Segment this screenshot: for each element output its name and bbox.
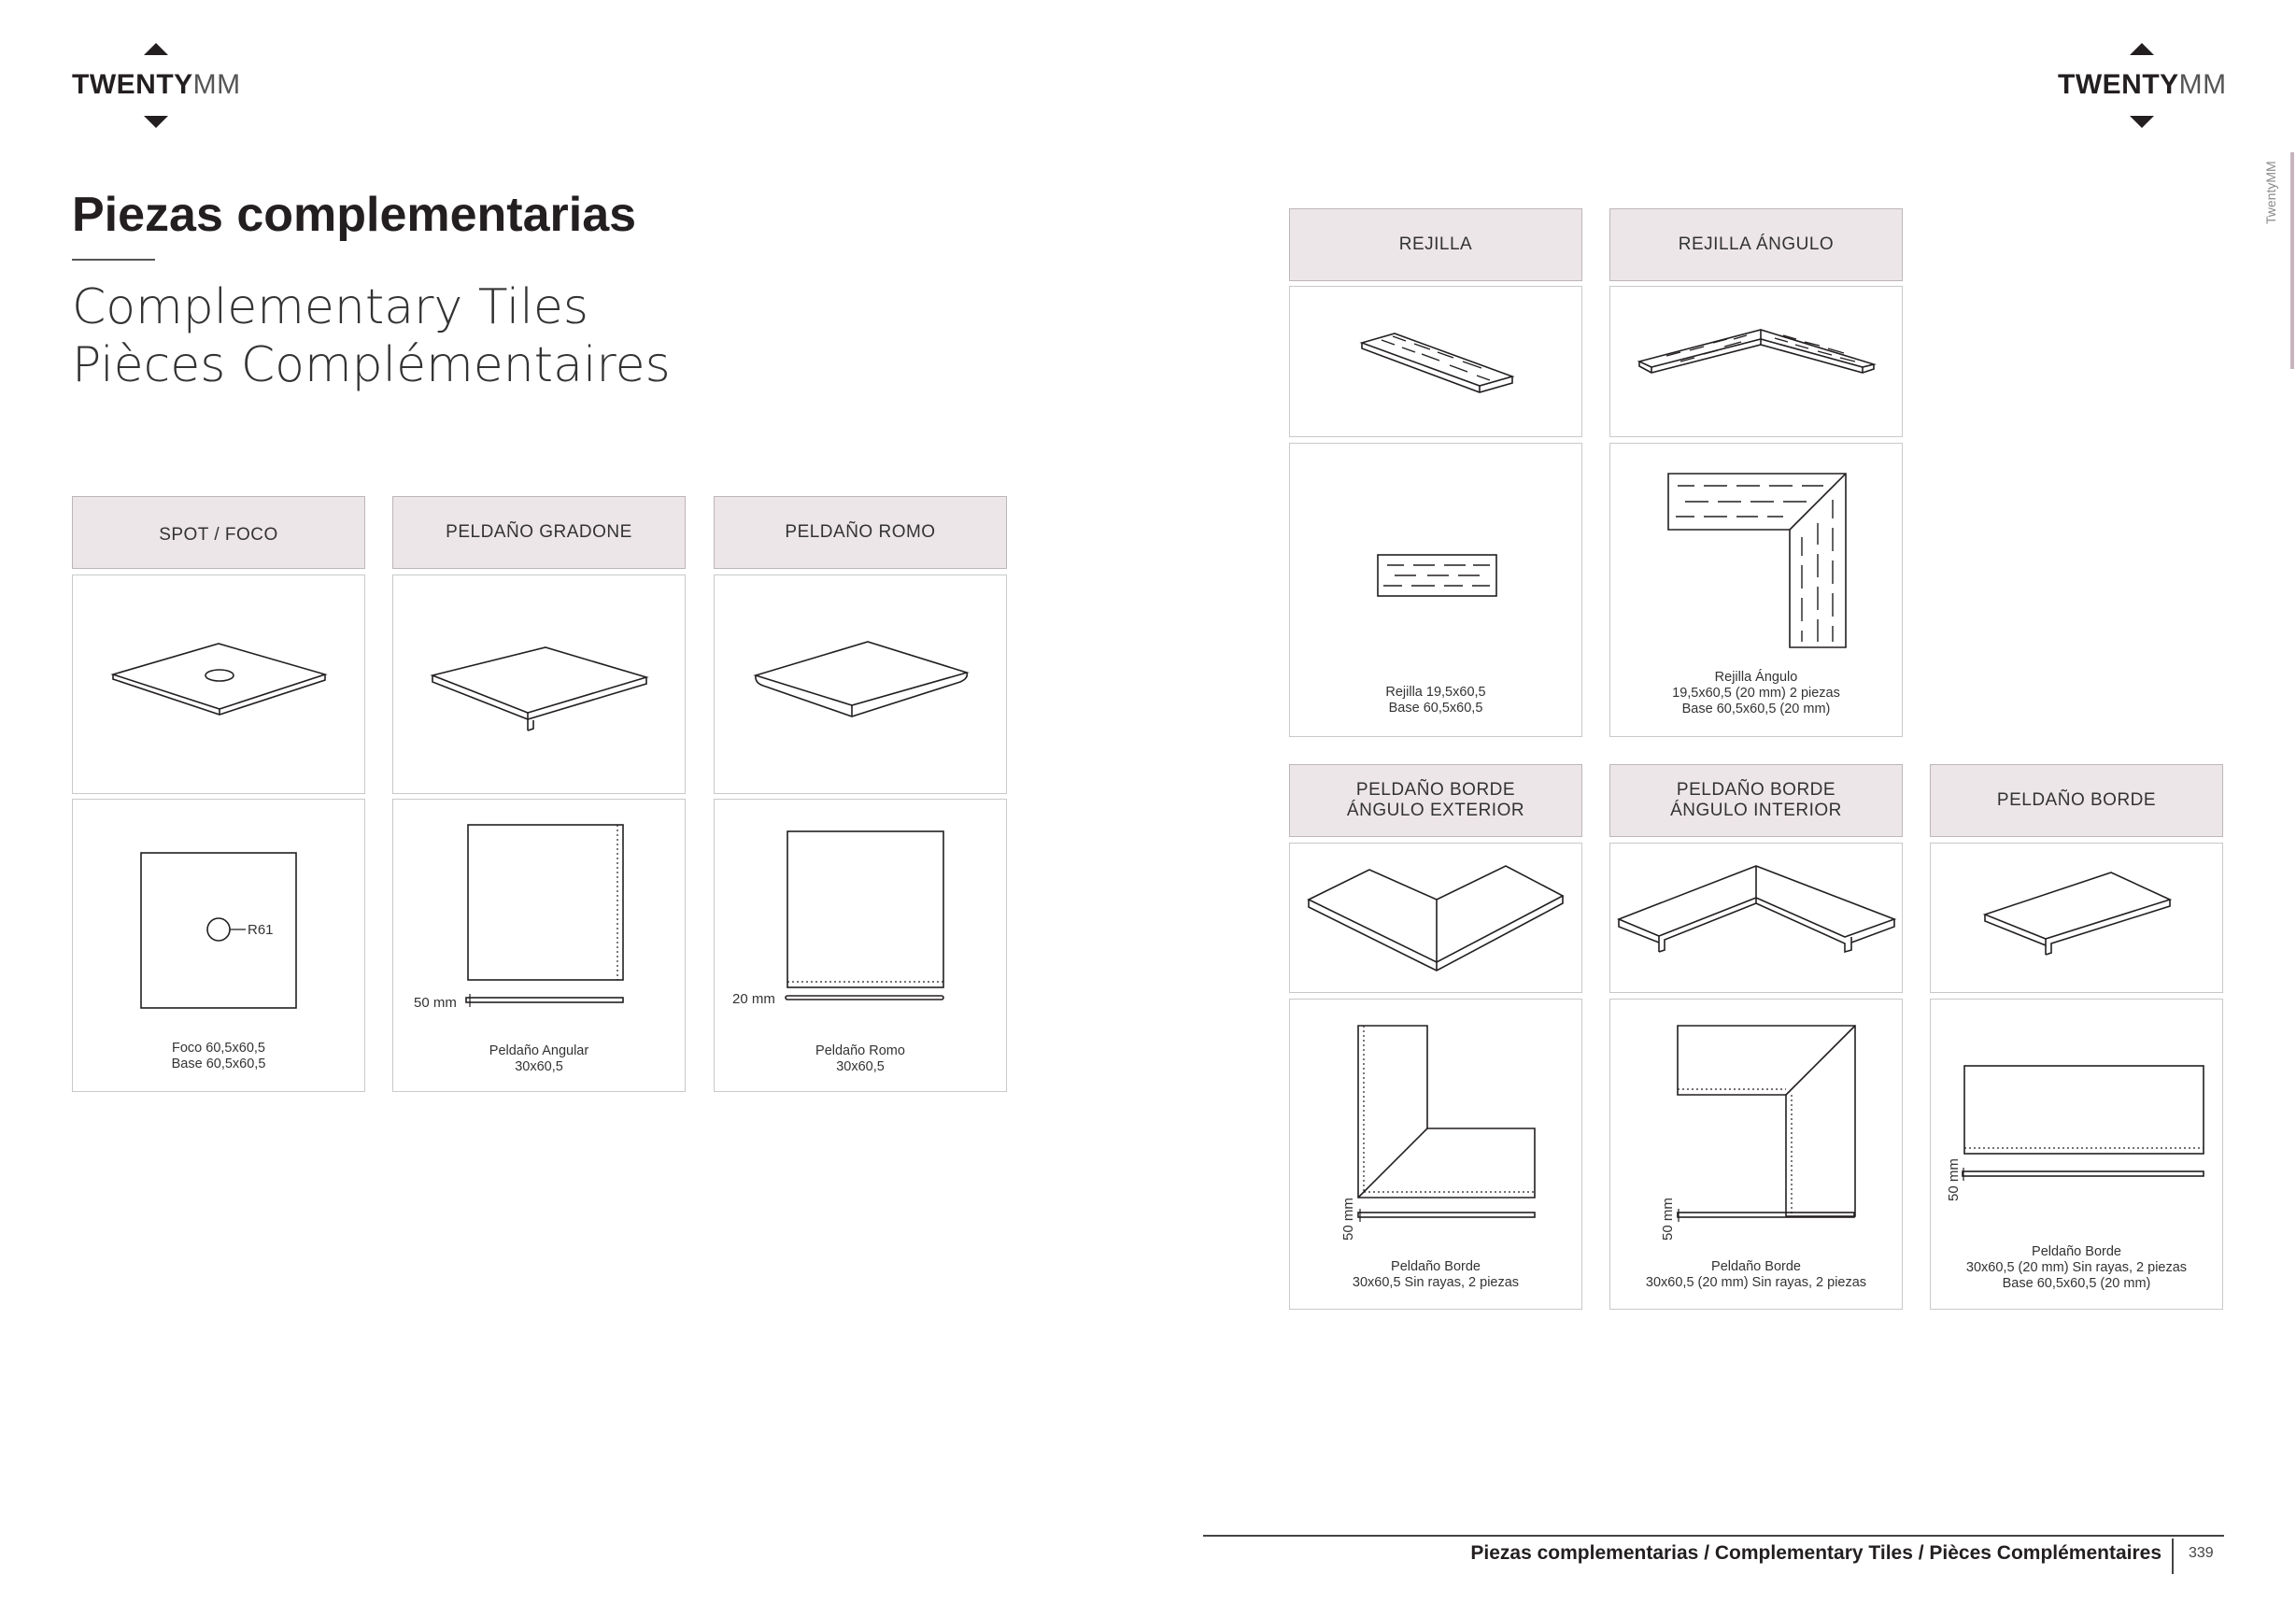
tile-header-borde: PELDAÑO BORDE <box>1930 764 2223 837</box>
triangle-down-icon <box>144 116 168 128</box>
tile-plan-rejilla <box>1289 443 1582 737</box>
footer-separator <box>2172 1539 2174 1574</box>
caption-line: Rejilla 19,5x60,5 <box>1385 685 1486 700</box>
brand-wordmark <box>72 69 241 101</box>
caption-line: Peldaño Romo <box>815 1043 905 1058</box>
caption-line: Base 60,5x60,5 (20 mm) <box>2002 1276 2151 1291</box>
header-line: ÁNGULO INTERIOR <box>1670 801 1842 820</box>
caption-line: 30x60,5 <box>515 1059 563 1074</box>
caption-line: 30x60,5 <box>836 1059 885 1074</box>
thickness-label: 50 mm <box>1340 1198 1356 1241</box>
tile-plan-borde <box>1930 999 2223 1310</box>
caption-spot <box>73 1041 364 1072</box>
caption-romo <box>715 1043 1006 1075</box>
triangle-up-icon <box>144 43 168 55</box>
caption-line: Foco 60,5x60,5 <box>172 1041 265 1056</box>
brand-logo-left <box>72 43 240 132</box>
subtitle-french: Pièces Complémentaires <box>72 337 671 393</box>
caption-line: 30x60,5 (20 mm) Sin rayas, 2 piezas <box>1965 1260 2188 1275</box>
tile-3d-gradone <box>392 574 686 794</box>
tile-3d-borde <box>1930 843 2223 993</box>
caption-line: 19,5x60,5 (20 mm) 2 piezas <box>1672 686 1840 701</box>
caption-line: 30x60,5 (20 mm) Sin rayas, 2 piezas <box>1645 1275 1867 1290</box>
caption-rejilla <box>1290 685 1581 716</box>
tile-plan-romo <box>714 799 1007 1092</box>
brand-logo-right <box>2058 43 2226 132</box>
page-title: Piezas complementarias <box>72 188 637 242</box>
tile-plan-borde-exterior <box>1289 999 1582 1310</box>
tile-3d-spot <box>72 574 365 794</box>
tile-3d-romo <box>714 574 1007 794</box>
brand-wordmark <box>2058 69 2227 101</box>
brand-light: MM <box>192 69 241 100</box>
footer-divider <box>1203 1535 2224 1537</box>
caption-line: Peldaño Borde <box>2032 1244 2121 1259</box>
tile-3d-rejilla-angulo <box>1609 286 1903 437</box>
title-divider <box>72 259 155 261</box>
triangle-up-icon <box>2130 43 2154 55</box>
caption-line: Peldaño Borde <box>1391 1259 1481 1274</box>
tile-header-borde-interior <box>1609 764 1903 837</box>
caption-rejilla-angulo <box>1610 670 1902 717</box>
caption-borde-exterior <box>1290 1259 1581 1291</box>
tile-header-spot: SPOT / FOCO <box>72 496 365 569</box>
tile-plan-rejilla-angulo <box>1609 443 1903 737</box>
caption-line: Peldaño Borde <box>1711 1259 1801 1274</box>
tile-header-rejilla-angulo: REJILLA ÁNGULO <box>1609 208 1903 281</box>
brand-bold: TWENTY <box>2058 69 2179 100</box>
header-line: PELDAÑO BORDE <box>1676 780 1836 800</box>
brand-bold: TWENTY <box>72 69 193 100</box>
side-tab-bar <box>2290 152 2294 369</box>
thickness-label: 50 mm <box>1660 1198 1676 1241</box>
radius-label: R61 <box>248 922 274 938</box>
footer-section-title: Piezas complementarias / Complementary Tiles / Pièces Complémentaires <box>1470 1542 2161 1564</box>
caption-line: Base 60,5x60,5 <box>1388 701 1483 716</box>
caption-line: Base 60,5x60,5 (20 mm) <box>1681 702 1831 716</box>
tile-header-romo: PELDAÑO ROMO <box>714 496 1007 569</box>
caption-borde-interior <box>1610 1259 1902 1291</box>
tile-3d-rejilla <box>1289 286 1582 437</box>
thickness-label: 50 mm <box>414 995 457 1011</box>
tile-plan-gradone <box>392 799 686 1092</box>
tile-header-borde-exterior <box>1289 764 1582 837</box>
caption-line: Peldaño Angular <box>489 1043 589 1058</box>
triangle-down-icon <box>2130 116 2154 128</box>
caption-line: Rejilla Ángulo <box>1714 670 1798 685</box>
tile-plan-borde-interior <box>1609 999 1903 1310</box>
tile-plan-spot <box>72 799 365 1092</box>
caption-line: Base 60,5x60,5 <box>171 1057 266 1071</box>
caption-borde <box>1931 1244 2222 1292</box>
subtitle-english: Complementary Tiles <box>72 279 588 335</box>
tile-header-rejilla: REJILLA <box>1289 208 1582 281</box>
tile-3d-borde-exterior <box>1289 843 1582 993</box>
thickness-label: 20 mm <box>732 991 775 1007</box>
tile-3d-borde-interior <box>1609 843 1903 993</box>
brand-light: MM <box>2178 69 2227 100</box>
page-number: 339 <box>2189 1545 2214 1561</box>
side-tab-label: TwentyMM <box>2263 161 2278 224</box>
thickness-label: 50 mm <box>1946 1158 1962 1201</box>
header-line: PELDAÑO BORDE <box>1355 780 1516 800</box>
header-line: ÁNGULO EXTERIOR <box>1346 801 1525 820</box>
tile-header-gradone: PELDAÑO GRADONE <box>392 496 686 569</box>
caption-gradone <box>393 1043 685 1075</box>
caption-line: 30x60,5 Sin rayas, 2 piezas <box>1352 1275 1520 1290</box>
